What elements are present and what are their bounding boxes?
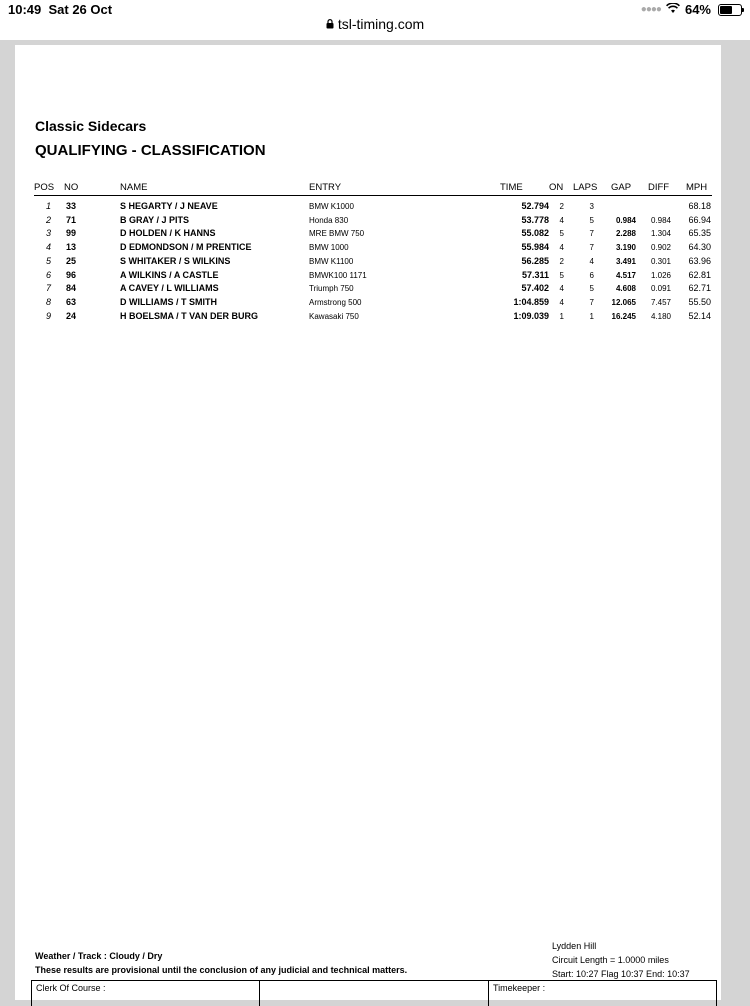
event-title: Classic Sidecars — [35, 118, 147, 134]
cell-name: B GRAY / J PITS — [120, 214, 190, 225]
cell-on: 4 — [559, 215, 564, 225]
date: Sat 26 Oct — [48, 2, 113, 17]
table-row — [34, 201, 712, 214]
cell-no: 84 — [66, 283, 77, 294]
results-page — [15, 45, 721, 1000]
cell-name: A CAVEY / L WILLIAMS — [120, 283, 219, 294]
cell-mph: 62.81 — [688, 269, 711, 280]
cell-mph: 66.94 — [688, 214, 711, 225]
table-row — [34, 311, 712, 324]
cell-laps: 7 — [589, 229, 594, 239]
header-on: ON — [549, 182, 564, 193]
cell-laps: 3 — [589, 202, 594, 211]
battery-icon — [718, 4, 742, 16]
cell-pos: 1 — [45, 201, 51, 211]
cell-no: 63 — [66, 296, 77, 307]
cell-entry: MRE BMW 750 — [309, 229, 365, 239]
cell-pos: 3 — [45, 228, 51, 239]
cell-laps: 5 — [589, 215, 594, 225]
cell-gap: 3.491 — [615, 256, 636, 266]
cell-mph: 63.96 — [688, 255, 711, 266]
cell-time: 55.082 — [521, 228, 549, 239]
cell-diff: 0.902 — [650, 243, 671, 253]
cell-on: 2 — [559, 256, 564, 266]
cell-mph: 64.30 — [688, 242, 711, 253]
cell-no: 96 — [66, 269, 77, 280]
cell-name: S WHITAKER / S WILKINS — [120, 255, 231, 266]
cell-diff: 1.026 — [650, 270, 671, 280]
cell-name: A WILKINS / A CASTLE — [120, 269, 219, 280]
cell-name: D WILLIAMS / T SMITH — [120, 296, 217, 307]
signal-icon: ●●●● — [640, 4, 661, 15]
cell-name: D EDMONDSON / M PRENTICE — [120, 242, 252, 253]
cell-diff: 1.304 — [650, 229, 671, 239]
table-row — [34, 215, 712, 228]
cell-pos: 8 — [45, 296, 51, 307]
cell-laps: 6 — [589, 270, 594, 280]
signature-blank — [260, 981, 489, 1006]
cell-diff: 0.301 — [650, 256, 671, 266]
cell-no: 24 — [66, 310, 77, 321]
cell-time: 53.778 — [521, 214, 549, 225]
cell-laps: 7 — [589, 243, 594, 253]
cell-entry: BMW K1100 — [309, 256, 354, 266]
cell-no: 71 — [66, 214, 77, 225]
battery-percentage: 64% — [684, 2, 711, 17]
cell-on: 5 — [559, 270, 564, 280]
cell-laps: 4 — [589, 256, 594, 266]
cell-entry: BMW K1000 — [309, 202, 354, 211]
cell-time: 1:04.859 — [513, 296, 549, 307]
cell-entry: BMW 1000 — [309, 243, 349, 253]
circuit-name: Lydden Hill — [552, 941, 597, 951]
cell-on: 1 — [559, 311, 564, 321]
lock-icon — [326, 19, 334, 32]
cell-diff: 0.091 — [650, 284, 671, 294]
cell-no: 33 — [66, 201, 77, 211]
cell-diff: 4.180 — [650, 311, 671, 321]
session-title: QUALIFYING - CLASSIFICATION — [35, 142, 266, 159]
timekeeper: Timekeeper : — [493, 983, 546, 993]
table-row — [34, 270, 712, 283]
cell-time: 57.311 — [521, 269, 549, 280]
circuit-info — [552, 939, 690, 981]
system-status — [641, 2, 742, 17]
cell-on: 4 — [559, 243, 564, 253]
table-row — [34, 256, 712, 269]
cell-pos: 5 — [45, 255, 51, 266]
table-row — [34, 228, 712, 241]
cell-diff: 7.457 — [650, 297, 671, 307]
battery-fill — [720, 6, 732, 14]
cell-laps: 1 — [589, 311, 594, 321]
address-bar[interactable] — [0, 16, 750, 32]
status-bar — [0, 0, 750, 40]
provisional-note: These results are provisional until the conclusion of any judicial and technical matters. — [35, 965, 408, 975]
circuit-length: Circuit Length = 1.0000 miles — [552, 955, 669, 965]
cell-gap: 0.984 — [615, 215, 636, 225]
table-row — [34, 242, 712, 255]
cell-mph: 68.18 — [688, 201, 711, 211]
cell-time: 56.285 — [521, 255, 549, 266]
cell-mph: 65.35 — [688, 228, 711, 239]
cell-on: 5 — [559, 229, 564, 239]
cell-gap: 12.065 — [611, 297, 636, 307]
cell-no: 99 — [66, 228, 77, 239]
cell-gap: 2.288 — [615, 229, 636, 239]
cell-entry: BMWK100 1171 — [309, 270, 367, 280]
cell-name: S HEGARTY / J NEAVE — [120, 201, 218, 211]
header-mph: MPH — [686, 182, 708, 193]
header-diff: DIFF — [648, 182, 670, 193]
cell-no: 25 — [66, 255, 77, 266]
header-time: TIME — [500, 182, 523, 193]
cell-name: D HOLDEN / K HANNS — [120, 228, 216, 239]
cell-laps: 5 — [589, 284, 594, 294]
header-gap: GAP — [611, 182, 632, 193]
cell-laps: 7 — [589, 297, 594, 307]
cell-name: H BOELSMA / T VAN DER BURG — [120, 310, 259, 321]
weather-track: Weather / Track : Cloudy / Dry — [35, 951, 163, 961]
cell-mph: 62.71 — [688, 283, 711, 294]
wifi-icon — [666, 3, 680, 17]
header-no: NO — [64, 182, 79, 193]
header-name: NAME — [120, 182, 148, 193]
clerk-of-course: Clerk Of Course : — [32, 981, 260, 1006]
status-time — [8, 2, 112, 17]
header-entry: ENTRY — [309, 182, 342, 193]
cell-time: 57.402 — [521, 283, 549, 294]
cell-time: 55.984 — [521, 242, 549, 253]
cell-gap: 16.245 — [611, 311, 636, 321]
url-text[interactable]: tsl-timing.com — [337, 16, 425, 32]
header-pos: POS — [34, 182, 55, 193]
cell-entry: Armstrong 500 — [309, 297, 362, 307]
table-row — [34, 297, 712, 310]
cell-no: 13 — [66, 242, 77, 253]
cell-gap: 4.517 — [615, 270, 636, 280]
cell-mph: 52.14 — [688, 310, 711, 321]
cell-pos: 6 — [45, 269, 51, 280]
cell-on: 4 — [559, 284, 564, 294]
cell-on: 4 — [559, 297, 564, 307]
cell-on: 2 — [559, 202, 564, 211]
cell-pos: 2 — [45, 214, 51, 225]
session-times: Start: 10:27 Flag 10:37 End: 10:37 — [552, 969, 690, 979]
signature-box — [31, 980, 717, 1006]
cell-mph: 55.50 — [688, 296, 711, 307]
cell-time: 52.794 — [521, 201, 549, 211]
table-header — [34, 181, 712, 196]
cell-pos: 4 — [45, 242, 51, 253]
clock: 10:49 — [8, 2, 42, 17]
cell-time: 1:09.039 — [513, 310, 549, 321]
cell-diff: 0.984 — [650, 215, 671, 225]
cell-entry: Honda 830 — [309, 215, 349, 225]
table-row — [34, 283, 712, 296]
cell-gap: 4.608 — [615, 284, 636, 294]
cell-gap: 3.190 — [615, 243, 636, 253]
cell-entry: Triumph 750 — [309, 284, 354, 294]
cell-entry: Kawasaki 750 — [309, 311, 359, 321]
cell-pos: 7 — [45, 283, 51, 294]
header-laps: LAPS — [573, 182, 598, 193]
cell-pos: 9 — [45, 310, 51, 321]
